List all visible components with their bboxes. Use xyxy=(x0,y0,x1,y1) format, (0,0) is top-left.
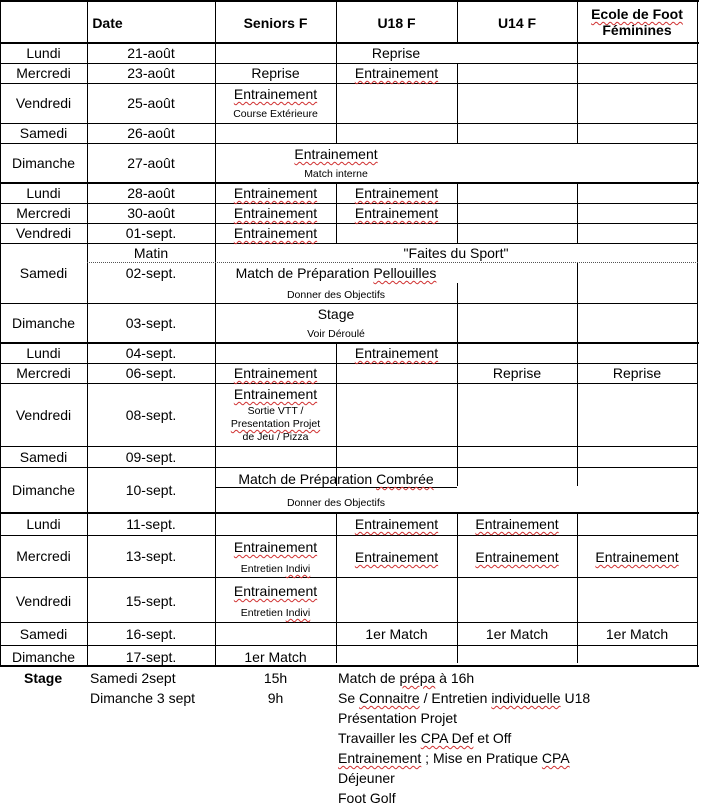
event-cell: Reprise xyxy=(251,65,300,81)
date-label: 28-août xyxy=(127,185,175,201)
event-note: Donner des Objectifs xyxy=(286,289,386,301)
event-cell: Entrainement xyxy=(354,345,439,361)
date-label: 10-sept. xyxy=(125,482,177,498)
day-label: Samedi xyxy=(19,449,68,465)
date-label: 17-sept. xyxy=(125,649,177,665)
date-label: 01-sept. xyxy=(125,225,177,241)
date-label: 06-sept. xyxy=(125,365,177,381)
day-label: Vendredi xyxy=(15,593,72,609)
stage-time: 9h xyxy=(267,690,284,706)
event-cell: Entrainement xyxy=(475,516,559,532)
event-cell: 1er Match xyxy=(365,626,428,642)
event-cell: Entrainement xyxy=(233,365,318,381)
day-label: Vendredi xyxy=(15,407,72,423)
event-cell: Entrainement xyxy=(233,86,318,102)
stage-item: Déjeuner xyxy=(338,770,395,786)
event-cell: Entrainement xyxy=(233,185,318,201)
stage-day: Dimanche 3 sept xyxy=(90,690,196,706)
event-note: de Jeu / Pizza xyxy=(242,431,309,443)
date-label: 21-août xyxy=(127,45,175,61)
event-note: Entretien Indivi xyxy=(240,607,311,619)
day-label: Dimanche xyxy=(11,315,76,331)
event-cell: Match de Préparation Pellouilles xyxy=(235,265,437,281)
day-label: Mercredi xyxy=(16,65,71,81)
date-label: 02-sept. xyxy=(125,265,177,281)
stage-item: Foot Golf xyxy=(338,790,396,806)
time-label: Matin xyxy=(133,245,169,261)
event-cell: Reprise xyxy=(492,365,542,381)
event-cell: Entrainement xyxy=(354,205,439,221)
stage-item: Entrainement ; Mise en Pratique CPA xyxy=(338,750,570,766)
day-label: Lundi xyxy=(26,185,61,201)
day-label: Mercredi xyxy=(16,548,71,564)
header-u14: U14 F xyxy=(497,15,537,31)
event-note: Course Extérieure xyxy=(233,108,318,120)
event-cell: Entrainement xyxy=(233,205,318,221)
date-label: 27-août xyxy=(127,155,175,171)
event-cell: Entrainement xyxy=(233,539,318,555)
date-label: 15-sept. xyxy=(125,593,177,609)
event-cell: Entrainement xyxy=(595,549,679,565)
header-ecole-line2: Féminines xyxy=(602,22,672,38)
event-note: Sortie VTT / xyxy=(247,405,304,417)
date-label: 04-sept. xyxy=(125,345,177,361)
event-cell: Reprise xyxy=(612,365,662,381)
date-label: 03-sept. xyxy=(125,315,177,331)
day-label: Lundi xyxy=(26,45,61,61)
event-note: Match interne xyxy=(304,168,368,180)
day-label: Vendredi xyxy=(15,225,72,241)
date-label: 13-sept. xyxy=(125,548,177,564)
event-cell: 1er Match xyxy=(605,626,669,642)
event-note: Presentation Projet xyxy=(230,418,321,430)
stage-time: 15h xyxy=(263,670,288,686)
header-ecole-line1: Ecole de Foot xyxy=(591,6,683,22)
day-label: Lundi xyxy=(26,516,61,532)
day-label: Vendredi xyxy=(15,95,72,111)
header-date: Date xyxy=(92,15,123,31)
event-note: Entretien Indivi xyxy=(240,563,311,575)
stage-item: Présentation Projet xyxy=(338,710,458,726)
day-label: Samedi xyxy=(19,626,68,642)
date-label: 30-août xyxy=(127,205,175,221)
day-label: Lundi xyxy=(26,345,61,361)
day-label: Samedi xyxy=(19,265,68,281)
event-cell: Entrainement xyxy=(354,516,439,532)
event-cell: Reprise xyxy=(371,45,421,61)
event-cell: Match de Préparation Combrée xyxy=(238,471,434,487)
date-label: 09-sept. xyxy=(125,449,177,465)
event-cell: Entrainement xyxy=(354,185,439,201)
event-cell: 1er Match xyxy=(485,626,549,642)
day-label: Dimanche xyxy=(11,482,76,498)
event-cell: Entrainement xyxy=(475,549,559,565)
event-cell: Entrainement xyxy=(294,146,378,162)
date-label: 23-août xyxy=(127,65,175,81)
event-cell: Entrainement xyxy=(354,549,439,565)
header-ecole xyxy=(577,6,697,38)
stage-item: Se Connaitre / Entretien individuelle U18 xyxy=(338,690,591,706)
day-label: Mercredi xyxy=(16,205,71,221)
date-label: 26-août xyxy=(127,125,175,141)
date-label: 16-sept. xyxy=(125,626,177,642)
day-label: Mercredi xyxy=(16,365,71,381)
stage-item: Match de prépa à 16h xyxy=(338,670,475,686)
event-cell: 1er Match xyxy=(244,649,307,665)
day-label: Dimanche xyxy=(11,155,76,171)
date-label: 25-août xyxy=(127,95,175,111)
stage-item: Travailler les CPA Def et Off xyxy=(338,730,512,746)
day-label: Samedi xyxy=(19,125,68,141)
event-cell: Entrainement xyxy=(354,65,439,81)
event-cell: Stage xyxy=(317,306,355,322)
stage-label: Stage xyxy=(24,670,63,686)
day-label: Dimanche xyxy=(11,649,76,665)
event-note: Donner des Objectifs xyxy=(286,497,386,509)
event-cell: Entrainement xyxy=(233,225,318,241)
event-cell: Entrainement xyxy=(233,386,318,402)
event-cell: Entrainement xyxy=(233,583,318,599)
event-note: Voir Déroulé xyxy=(307,328,365,340)
date-label: 11-sept. xyxy=(126,516,176,532)
event-cell: "Faites du Sport" xyxy=(403,245,509,261)
header-u18: U18 F xyxy=(377,15,416,31)
date-label: 08-sept. xyxy=(125,407,177,423)
stage-day: Samedi 2sept xyxy=(90,670,176,686)
header-seniors: Seniors F xyxy=(243,15,308,31)
